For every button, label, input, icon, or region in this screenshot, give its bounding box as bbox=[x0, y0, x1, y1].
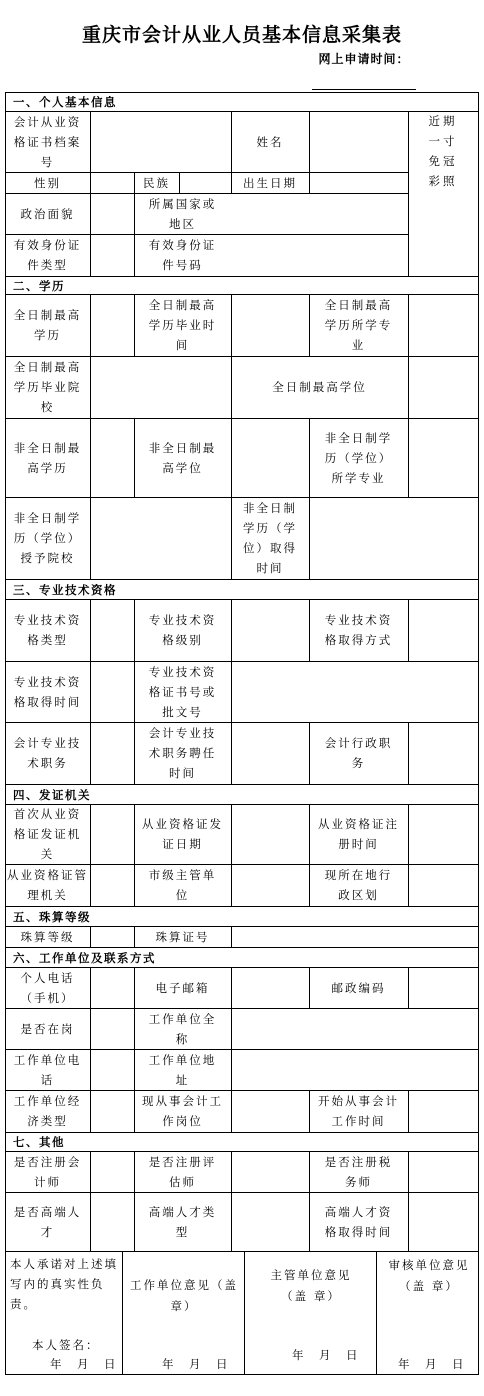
label-work-address: 工作单位地址 bbox=[148, 1052, 217, 1087]
label-position: 现从事会计工作岗位 bbox=[142, 1094, 223, 1128]
label-gender: 性别 bbox=[34, 175, 61, 190]
label-city-dept: 市级主管单位 bbox=[148, 868, 217, 902]
label-tq-type: 专业技术资格类型 bbox=[13, 613, 82, 647]
reviewer-date: 年 月 日 bbox=[398, 1357, 466, 1371]
reviewer-opinion: 审核单位意见（盖 章） bbox=[388, 1258, 470, 1293]
grid-col-line bbox=[90, 804, 91, 906]
label-pt-edu: 非全日制最高学历 bbox=[13, 440, 82, 475]
grid-col-line bbox=[90, 599, 91, 784]
grid-col-line bbox=[231, 599, 232, 784]
label-tax-agent: 是否注册税务师 bbox=[324, 1154, 393, 1189]
label-district: 现所在地行政区划 bbox=[324, 868, 393, 902]
label-birth-date: 出生日期 bbox=[243, 175, 297, 190]
label-acc-title-time: 会计专业技术职务聘任时间 bbox=[148, 726, 217, 780]
label-ethnicity: 民族 bbox=[143, 175, 170, 190]
signature-label: 本人签名： bbox=[32, 1338, 100, 1352]
label-abacus-level: 珠算等级 bbox=[20, 929, 75, 944]
label-tq-time: 专业技术资格取得时间 bbox=[13, 674, 82, 709]
grid-col-line bbox=[122, 1251, 123, 1374]
grid-col-line bbox=[408, 804, 409, 906]
grid-col-line bbox=[231, 294, 232, 356]
grid-col-line bbox=[90, 1151, 91, 1251]
sign-date: 年 月 日 bbox=[50, 1357, 118, 1371]
section-s5: 五、珠算等级 bbox=[13, 909, 91, 924]
label-tq-cert-no: 专业技术资格证书号或批文号 bbox=[148, 664, 217, 719]
section-s4: 四、发证机关 bbox=[13, 787, 91, 802]
label-issue-date: 从业资格证发证日期 bbox=[142, 817, 223, 851]
grid-col-line bbox=[408, 294, 409, 356]
label-email: 电子邮箱 bbox=[155, 980, 210, 995]
grid-col-line bbox=[478, 92, 479, 1374]
apply-time-label: 网上申请时间： bbox=[318, 52, 410, 66]
grid-col-line bbox=[90, 497, 91, 579]
supervisor-date: 年 月 日 bbox=[292, 1348, 360, 1362]
grid-col-line bbox=[408, 599, 409, 661]
employer-opinion: 工作单位意见（盖 章） bbox=[130, 1278, 238, 1313]
label-ft-major: 全日制最高学历所学专业 bbox=[324, 298, 393, 352]
grid-col-line bbox=[408, 1090, 409, 1132]
label-phone: 个人电话（手机） bbox=[20, 970, 75, 1005]
label-econ-type: 工作单位经济类型 bbox=[13, 1094, 82, 1128]
label-name: 姓名 bbox=[256, 134, 284, 149]
grid-col-line bbox=[408, 967, 409, 1008]
label-talent-time: 高端人才资格取得时间 bbox=[324, 1204, 393, 1239]
grid-col-line bbox=[408, 418, 409, 497]
label-pt-school: 非全日制学历（学位）授予院校 bbox=[13, 511, 82, 565]
grid-col-line bbox=[90, 418, 91, 497]
label-start-time: 开始从事会计工作时间 bbox=[318, 1094, 399, 1128]
label-pt-degree: 非全日制最高学位 bbox=[148, 440, 217, 475]
grid-col-line bbox=[408, 1151, 409, 1251]
grid-col-line bbox=[90, 967, 91, 1132]
label-ft-grad-time: 全日制最高学历毕业时间 bbox=[148, 298, 217, 352]
section-s6: 六、工作单位及联系方式 bbox=[13, 950, 156, 965]
label-on-duty: 是否在岗 bbox=[20, 1021, 75, 1036]
section-s1: 一、个人基本信息 bbox=[13, 95, 117, 109]
label-cert-file-no: 会计从业资格证书档案号 bbox=[13, 114, 82, 169]
label-tq-level: 专业技术资格级别 bbox=[148, 613, 217, 647]
grid-col-line bbox=[408, 722, 409, 784]
label-id-number: 有效身份证件号码 bbox=[148, 238, 217, 272]
grid-col-line bbox=[231, 926, 232, 947]
section-s3: 三、专业技术资格 bbox=[13, 582, 117, 597]
grid-col-line bbox=[231, 967, 232, 1008]
label-tq-method: 专业技术资格取得方式 bbox=[324, 613, 393, 647]
grid-col-line bbox=[408, 356, 409, 418]
section-s7: 七、其他 bbox=[13, 1135, 65, 1149]
label-ft-edu: 全日制最高学历 bbox=[13, 308, 82, 342]
label-abacus-cert: 珠算证号 bbox=[155, 929, 210, 944]
label-reg-time: 从业资格证注册时间 bbox=[318, 817, 399, 851]
section-s2: 二、学历 bbox=[13, 278, 65, 293]
label-ft-degree: 全日制最高学位 bbox=[272, 380, 367, 394]
label-high-talent: 是否高端人才 bbox=[13, 1204, 82, 1239]
label-postcode: 邮政编码 bbox=[331, 980, 386, 995]
label-pt-major: 非全日制学历（学位）所学专业 bbox=[324, 430, 393, 485]
grid-col-line bbox=[309, 111, 310, 193]
grid-col-line bbox=[231, 1008, 232, 1090]
label-acc-admin: 会计行政职务 bbox=[324, 736, 393, 770]
label-cpa: 是否注册会计师 bbox=[13, 1154, 82, 1189]
grid-col-line bbox=[90, 294, 91, 356]
form-title: 重庆市会计从业人员基本信息采集表 bbox=[81, 24, 402, 46]
pledge-text: 本人承诺对上述填写内的真实性负责。 bbox=[10, 1257, 118, 1311]
label-first-issue: 首次从业资格证发证机关 bbox=[13, 807, 82, 861]
grid-col-line bbox=[309, 497, 310, 579]
label-work-phone: 工作单位电话 bbox=[13, 1052, 82, 1087]
grid-col-line bbox=[376, 1251, 377, 1374]
grid-col-line bbox=[231, 1090, 232, 1132]
label-talent-type: 高端人才类型 bbox=[148, 1204, 217, 1239]
grid-col-line bbox=[231, 418, 232, 497]
grid-row-line bbox=[5, 1374, 479, 1375]
label-country-region: 所属国家或地区 bbox=[148, 196, 217, 231]
label-political-status: 政治面貌 bbox=[20, 206, 75, 221]
label-photo: 近期一寸免冠彩照 bbox=[428, 114, 458, 188]
employer-date: 年 月 日 bbox=[162, 1357, 230, 1371]
grid-col-line bbox=[231, 804, 232, 906]
grid-row-line bbox=[5, 1251, 479, 1252]
label-appraiser: 是否注册评估师 bbox=[148, 1154, 217, 1189]
grid-col-line bbox=[90, 111, 91, 276]
grid-col-line bbox=[179, 172, 180, 193]
label-ft-school: 全日制最高学历毕业院校 bbox=[13, 360, 82, 414]
label-mgmt-org: 从业资格证管理机关 bbox=[7, 868, 88, 902]
grid-col-line bbox=[90, 926, 91, 947]
grid-col-line bbox=[244, 1251, 245, 1374]
supervisor-opinion: 主管单位意见（盖 章） bbox=[270, 1268, 352, 1303]
label-pt-time: 非全日制学历（学位）取得时间 bbox=[243, 501, 297, 575]
label-employer: 工作单位全称 bbox=[148, 1011, 217, 1046]
grid-col-line bbox=[90, 356, 91, 418]
grid-col-line bbox=[231, 1151, 232, 1251]
label-id-type: 有效身份证件类型 bbox=[13, 238, 82, 272]
label-acc-title: 会计专业技术职务 bbox=[13, 736, 82, 770]
